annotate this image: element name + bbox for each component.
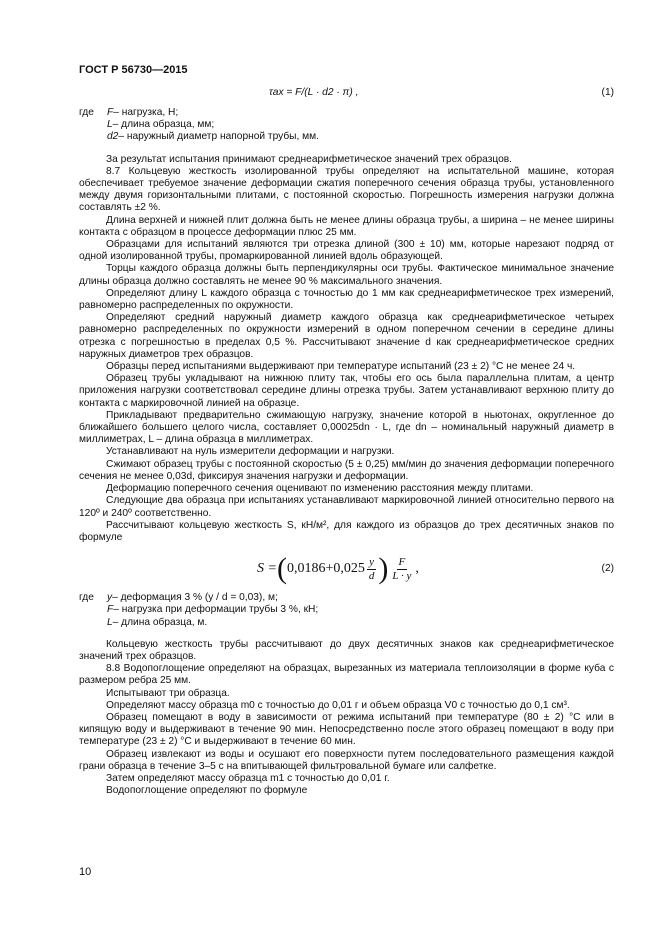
paragraph: Следующие два образца при испытаниях устанавливают маркировочной линией относительно первого на 120º и 240º соответственно. xyxy=(79,495,614,519)
paragraph: Образец извлекают из воды и осушают его поверхности путем последовательного размещения каждой грани образца в течение 3–5 с на впитывающей фильтровальной бумаге или салфетке. xyxy=(79,748,614,772)
paragraph: Рассчитывают кольцевую жесткость S, кН/м², для каждого из образцов до трех десятичных знаков по формуле xyxy=(79,519,614,543)
definition-symbol: L xyxy=(107,119,113,131)
definition-row xyxy=(79,107,614,119)
formula-1-definitions xyxy=(79,107,614,144)
definition-symbol: F xyxy=(107,107,114,118)
definition-text: – длина образца, мм; xyxy=(112,119,215,131)
formula-1 xyxy=(79,85,614,101)
formula-2-inner: 0,0186+0,025 xyxy=(286,561,365,576)
definition-text: – нагрузка, Н; xyxy=(113,107,179,118)
paragraph: Устанавливают на нуль измерители деформации и нагрузки. xyxy=(106,446,395,458)
paragraph: Прикладывают предварительно сжимающую нагрузку, значение которой в ньютонах, округленное до ближайшего большего целого числа, составляет 0,00025dn · L, где dn – номинальный наружный диаметр в миллиметрах, L – длина образца в миллиметрах. xyxy=(79,409,614,446)
formula-2-number: (2) xyxy=(601,563,614,575)
paragraph: Образец помещают в воду в зависимости от режима испытаний при температуре (80 ± 2) °С или в кипящую воду и выдерживают в течение 90 мин. Непосредственно после этого образец помещают в воду при температуре (23 ± 2) °С и выдерживают в течение 60 мин. xyxy=(79,711,614,748)
definition-row xyxy=(79,592,614,604)
paragraph: Кольцевую жесткость трубы рассчитывают до двух десятичных знаков как среднеарифметическое значений трех образцов. xyxy=(79,638,614,662)
formula-2-definitions xyxy=(79,592,614,629)
formula-1-number: (1) xyxy=(601,87,614,98)
formula-2 xyxy=(79,550,614,588)
paragraph: Длина верхней и нижней плит должна быть не менее длины образца трубы, а ширина – не менее ширины контакта с образцом в процессе деформации плюс 25 мм. xyxy=(79,214,614,238)
definition-row xyxy=(79,119,614,131)
formula-2-fraction-y-d: $\frac{y}{d}$ xyxy=(368,555,375,582)
formula-2-lhs: S = xyxy=(257,561,277,576)
paragraph: Испытывают три образца. xyxy=(106,687,230,699)
paragraph: Затем определяют массу образца m1 с точностью до 0,01 г. xyxy=(106,772,390,784)
definition-symbol: L xyxy=(107,616,113,628)
definition-row xyxy=(79,131,614,143)
paragraph: Образцами для испытаний являются три отрезка длиной (300 ± 10) мм, которые нарезают подряд от одной изолированной трубы, промаркированной линией вдоль образующей. xyxy=(79,239,614,263)
definition-text: – нагрузка при деформации трубы 3 %, кН; xyxy=(113,604,319,616)
definition-symbol: d2 xyxy=(107,131,119,143)
definition-row xyxy=(79,604,614,616)
paragraph: Определяют массу образца m0 с точностью до 0,01 г и объем образца V0 с точностью до 0,1 см³. xyxy=(106,699,570,711)
paragraph: За результат испытания принимают среднеарифметическое значений трех образцов. xyxy=(106,153,512,165)
formula-1-expression: τax = F/(L · d2 · π) , xyxy=(269,87,359,98)
paragraph: 8.8 Водопоглощение определяют на образцах, вырезанных из материала теплоизоляции в форме куба с размером ребра 25 мм. xyxy=(79,663,614,687)
formula-2-expression: S = ( 0,0186+0,025 $\frac{y}{d}$ ) $\frac{F}{L \cdot y}$ , xyxy=(257,552,419,586)
document-header: ГОСТ Р 56730—2015 xyxy=(79,64,188,76)
where-label: где xyxy=(79,592,94,604)
formula-2-fraction-f-ly: $\frac{F}{L \cdot y}$ xyxy=(392,555,412,582)
paragraph: Водопоглощение определяют по формуле xyxy=(106,785,308,797)
paragraph: Образцы перед испытаниями выдерживают при температуре испытаний (23 ± 2) °С не менее 24 ч. xyxy=(106,361,576,373)
where-label: где xyxy=(79,107,94,118)
paragraph: Деформацию поперечного сечения оценивают по изменению расстояния между плитами. xyxy=(106,483,534,495)
page-number: 10 xyxy=(79,866,92,878)
page-content xyxy=(79,85,614,797)
definition-row xyxy=(79,617,614,629)
paragraph: Определяют средний наружный диаметр каждого образца как среднеарифметическое четырех равномерно распределенных по окружности измерений в одном поперечном сечении в середине длины отрезка с погрешностью в пределах 0,5 %. Рассчитывают значение d как среднеарифметическое средних наружных диаметров трех образцов. xyxy=(79,312,614,360)
definition-symbol: y xyxy=(107,592,113,604)
paragraph: Определяют длину L каждого образца с точностью до 1 мм как среднеарифметическое трех измерений, равномерно распределенных по окружности. xyxy=(79,287,614,312)
definition-text: – деформация 3 % (y / d = 0,03), м; xyxy=(112,592,278,604)
definition-symbol: F xyxy=(107,604,114,616)
paragraph: Торцы каждого образца должны быть перпендикулярны оси трубы. Фактическое минимальное значение длины образца должно составлять не менее 90 % максимального значения. xyxy=(79,263,614,287)
paragraph: Образец трубы укладывают на нижнюю плиту так, чтобы его ось была параллельна плитам, а центр приложения нагрузки соответствовал середине длины отрезка трубы. Затем устанавливают верхнюю плиту до контакта с маркировочной линией на образце. xyxy=(79,373,614,409)
definition-text: – наружный диаметр напорной трубы, мм. xyxy=(118,131,320,143)
paragraph: 8.7 Кольцевую жесткость изолированной трубы определяют на испытательной машине, которая обеспечивает требуемое значение деформации сжатия поперечного сечения образца трубы, установленного между двумя горизонтальными плитами, с постоянной скоростью. Погрешность измерения нагрузки должна составлять ±2 %. xyxy=(79,165,614,214)
definition-text: – длина образца, м. xyxy=(112,616,208,628)
paragraph: Сжимают образец трубы с постоянной скоростью (5 ± 0,25) мм/мин до значения деформации поперечного сечения не менее 0,03d, фиксируя значения нагрузки и деформации. xyxy=(79,458,614,482)
